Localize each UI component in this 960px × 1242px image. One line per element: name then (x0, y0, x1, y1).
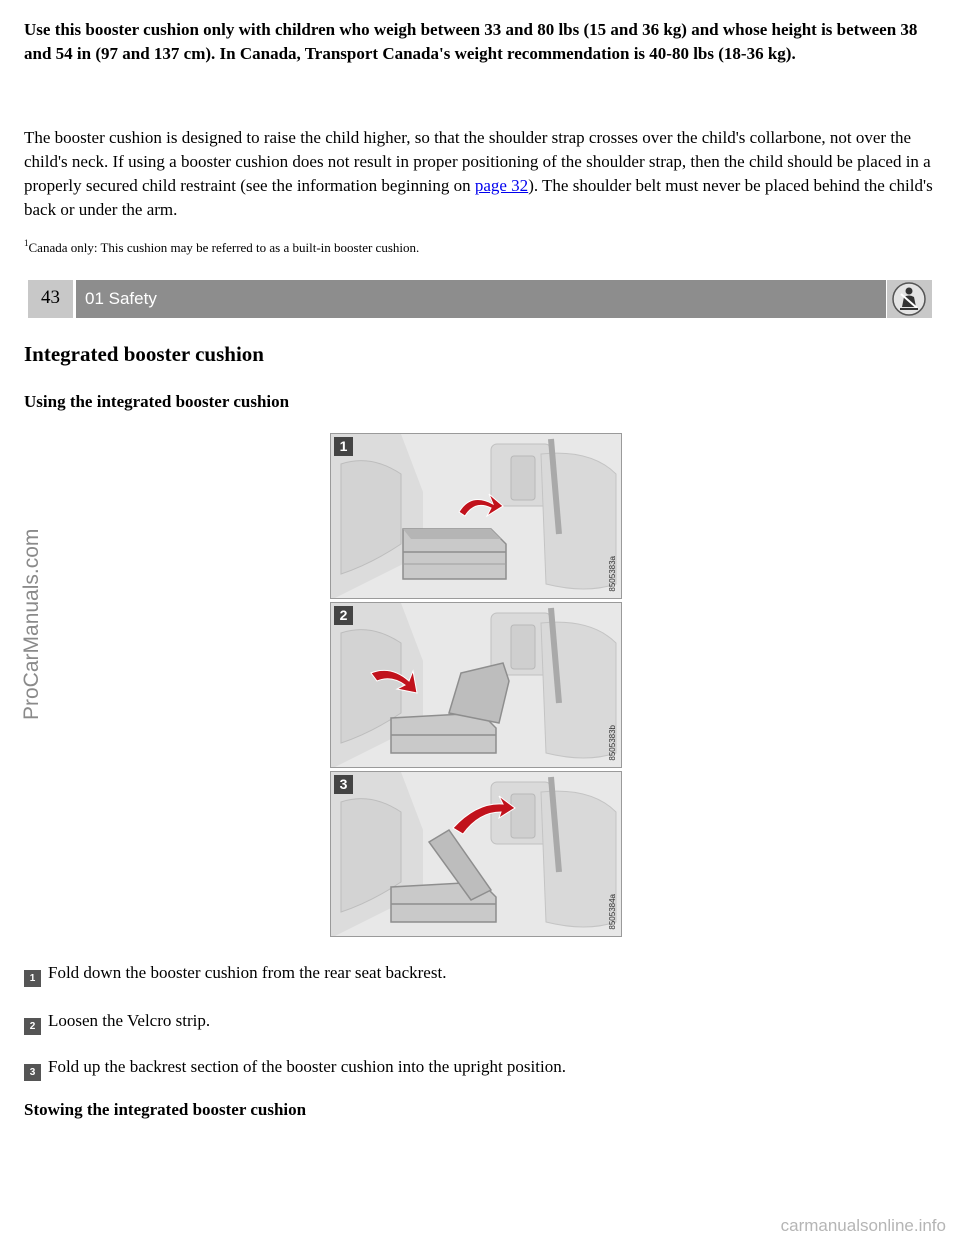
footnote-text: Canada only: This cushion may be referred to as a built-in booster cushion. (28, 240, 420, 255)
figure-step-3 (330, 771, 622, 937)
booster-description (24, 126, 936, 222)
step-1 (24, 962, 446, 987)
footnote (24, 234, 419, 257)
watermark-left: ProCarManuals.com (20, 528, 43, 720)
step-3 (24, 1056, 566, 1081)
chapter-title: 01 Safety (76, 280, 886, 318)
section-heading: Integrated booster cushion (24, 342, 264, 366)
chapter-icon-box (887, 280, 932, 318)
step-1-text: Fold down the booster cushion from the rear seat backrest. (48, 963, 447, 982)
step-2-badge: 2 (24, 1018, 41, 1035)
figure-2-label: 2 (334, 606, 353, 625)
section-header-bar (28, 280, 932, 318)
description-text-1: The booster cushion is designed to raise the child higher, so that the shoulder strap crosses over the child's collarbone, not over the child's neck. If using a booster cushion does not result in proper positioning of the shoulder strap, then the child should be placed in a properly secured child restraint (see the information beginning on (24, 128, 931, 195)
footnote-mark: 1 (24, 238, 29, 248)
figure-1-code: 8505383a (608, 556, 617, 592)
subheading-using: Using the integrated booster cushion (24, 392, 290, 411)
seat-illustration-3 (331, 772, 622, 937)
subheading-stowing: Stowing the integrated booster cushion (24, 1100, 307, 1119)
step-3-badge: 3 (24, 1064, 41, 1081)
seat-illustration-1 (331, 434, 622, 599)
description-text-2: ). The shoulder belt must never be placed behind the child's back or under the arm. (24, 176, 933, 219)
weight-height-notice: Use this booster cushion only with children who weigh between 33 and 80 lbs (15 and 36 kg) and whose height is between 38 and 54 in (97 and 137 cm). In Canada, Transport Canada's weight recommendation is 40-80 lbs (18-36 kg). (24, 20, 918, 63)
figure-2-code: 8505383b (608, 725, 617, 761)
watermark-bottom: carmanualsonline.info (780, 1216, 946, 1235)
seat-illustration-2 (331, 603, 622, 768)
step-2 (24, 1010, 210, 1035)
child-seat-icon (892, 282, 926, 316)
page-number: 43 (28, 280, 73, 318)
step-2-text: Loosen the Velcro strip. (48, 1011, 211, 1030)
figure-1-label: 1 (334, 437, 353, 456)
step-1-badge: 1 (24, 970, 41, 987)
figure-3-label: 3 (334, 775, 353, 794)
step-3-text: Fold up the backrest section of the booster cushion into the upright position. (48, 1057, 566, 1076)
figure-3-code: 8505384a (608, 894, 617, 930)
page-32-link[interactable]: page 32 (474, 176, 529, 195)
figure-step-2 (330, 602, 622, 768)
figure-step-1 (330, 433, 622, 599)
